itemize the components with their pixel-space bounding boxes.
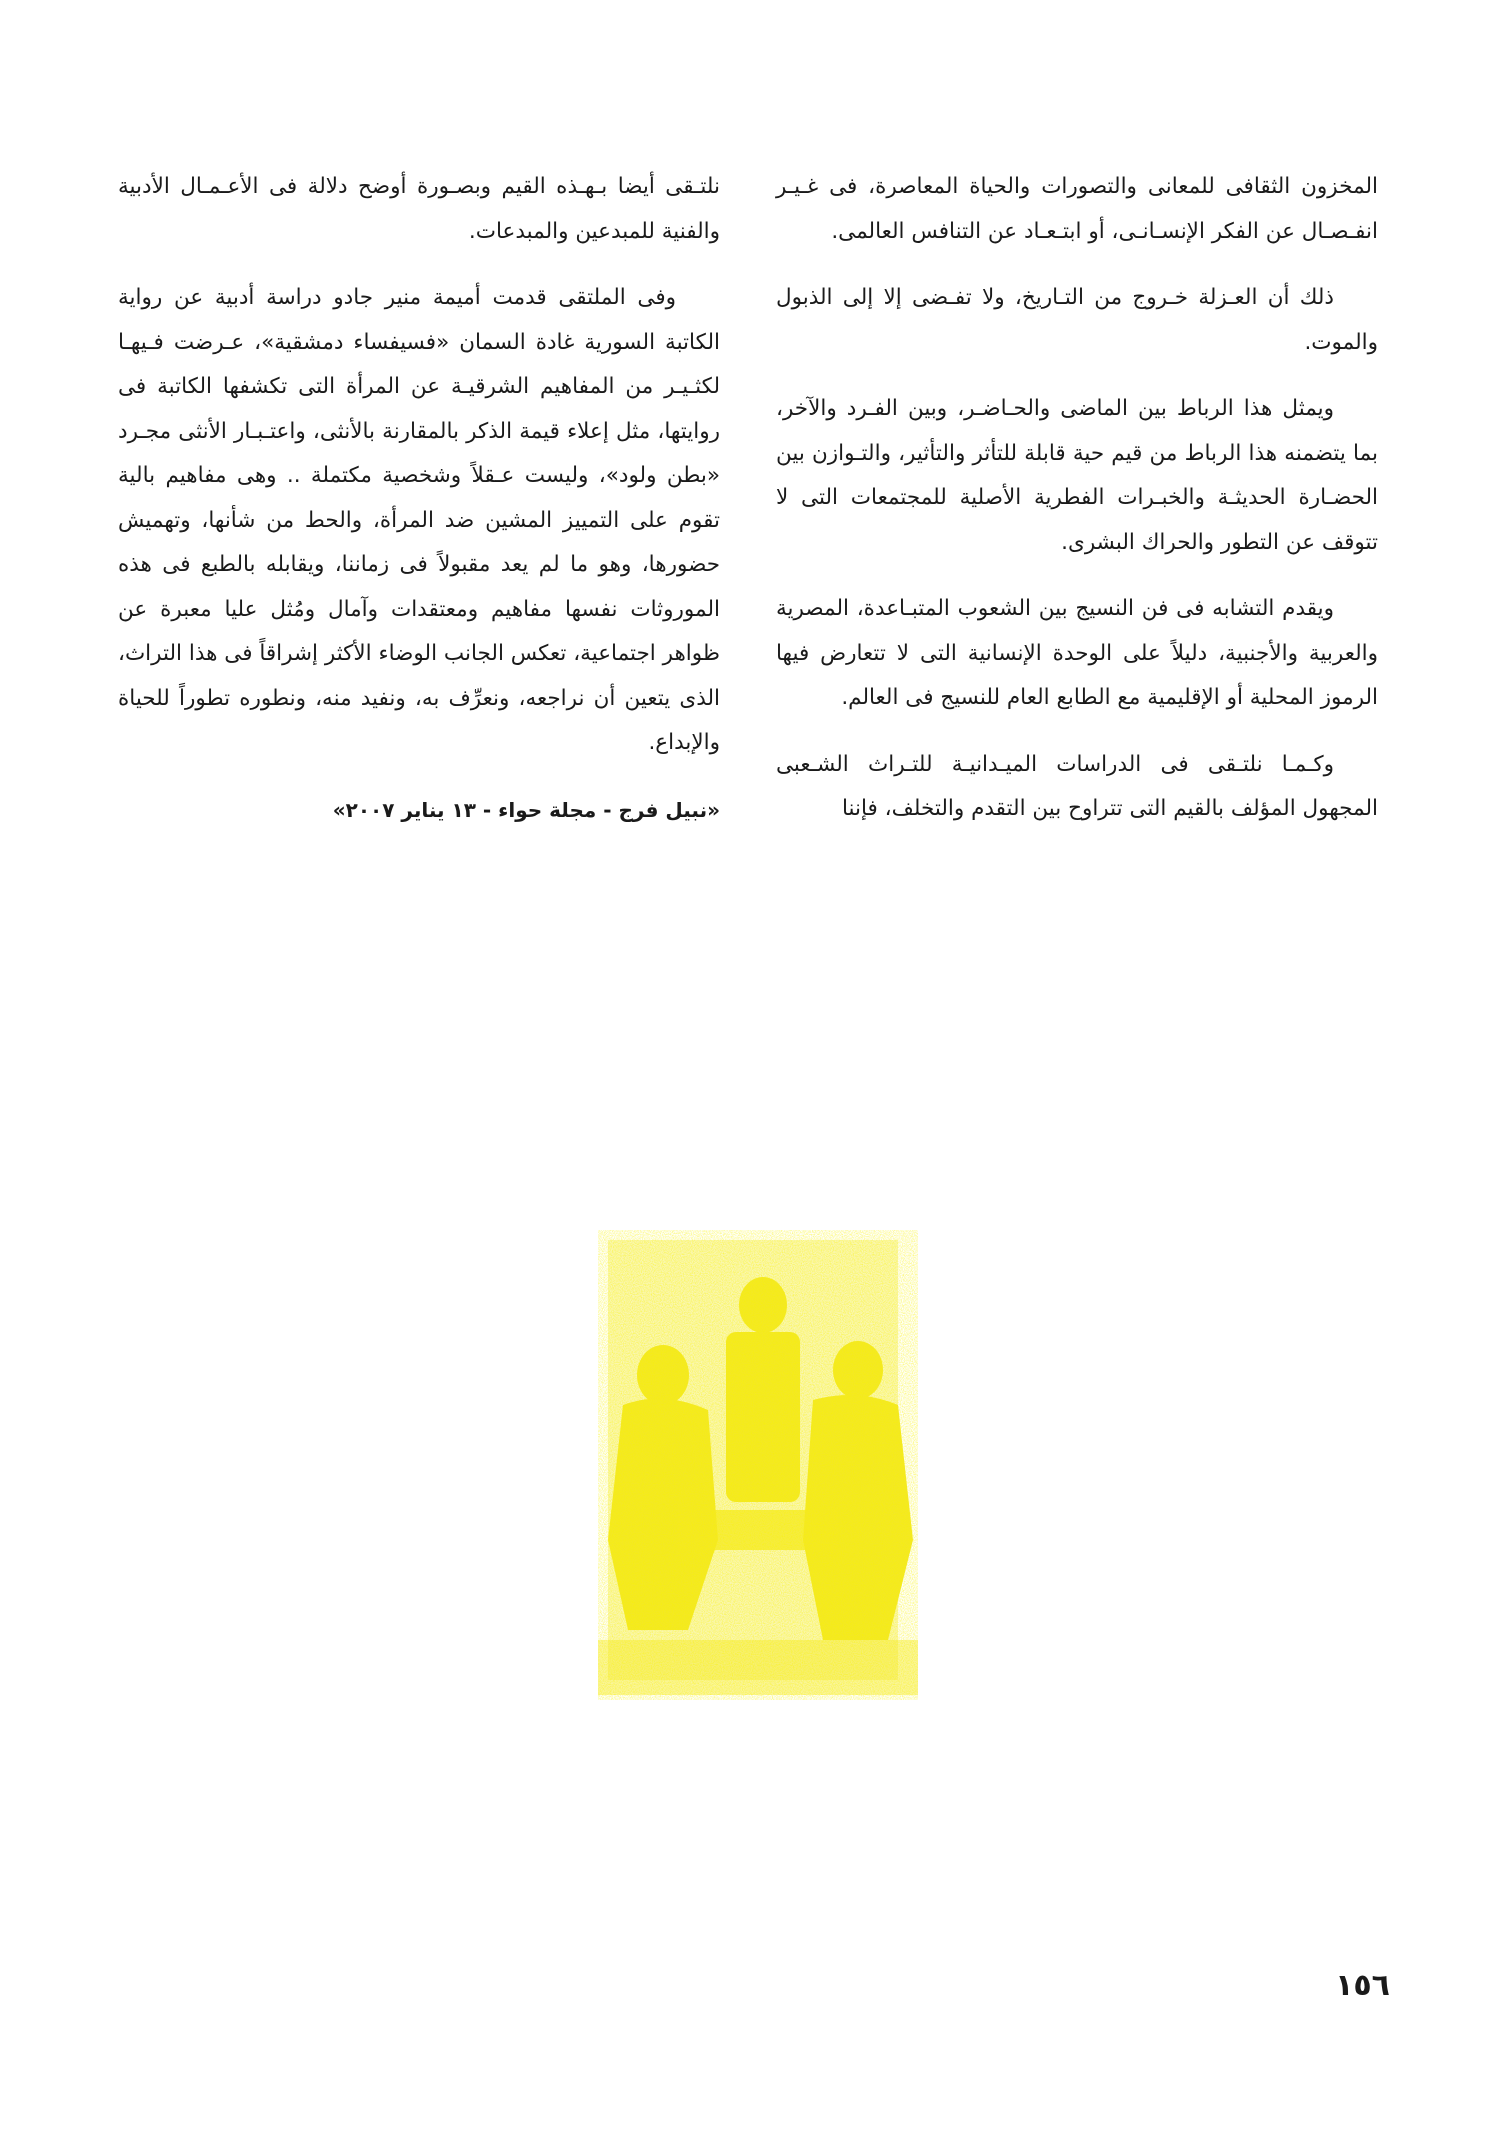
- right-text-column: [776, 165, 1378, 854]
- source-citation: «نبيل فرج - مجلة حواء - ١٣ يناير ٢٠٠٧»: [332, 797, 720, 822]
- paragraph: ويمثل هذا الرباط بين الماضى والحـاضـر، وبين الفـرد والآخر، بما يتضمنه هذا الرباط من قيم حية قابلة للتأثر والتأثير، والتـوازن بين الحضـارة الحديثـة والخبـرات الفطرية الأصلية للمجتمعات التى لا تتوقف عن التطور والحراك البشرى.: [776, 396, 1378, 555]
- paragraph: وكـمـا نلتـقى فى الدراسات الميـدانيـة للتـراث الشـعبى المجهول المؤلف بالقيم التى تتراوح بين التقدم والتخلف، فإننا: [776, 751, 1378, 821]
- paragraph: نلتـقى أيضا بـهـذه القيم وبصـورة أوضح دلالة فى الأعـمـال الأدبية والفنية للمبدعين والمبدعات.: [118, 174, 720, 244]
- page-number: ١٥٦: [1335, 1968, 1390, 2003]
- paragraph: ذلك أن العـزلة خـروج من التـاريخ، ولا تفـضى إلا إلى الذبول والموت.: [776, 285, 1378, 355]
- left-text-column: [118, 165, 720, 832]
- paragraph: وفى الملتقى قدمت أميمة منير جادو دراسة أدبية عن رواية الكاتبة السورية غادة السمان «فسيفساء دمشقية»، عـرضت فـيهـا لكثـيـر من المفاهيم الشرقيـة عن المرأة التى تكشفها الكاتبة فى روايتها، مثل إعلاء قيمة الذكر بالمقارنة بالأنثى، واعتـبـار الأنثى مجـرد «بطن ولود»، وليست عـقلاً وشخصية مكتملة .. وهى مفاهيم بالية تقوم على التمييز المشين ضد المرأة، والحط من شأنها، وتهميش حضورها، وهو ما لم يعد مقبولاً فى زماننا، ويقابله بالطبع فى هذه الموروثات نفسها مفاهيم ومعتقدات وآمال ومُثل عليا معبرة عن ظواهر اجتماعية، تعكس الجانب الوضاء الأكثر إشراقاً فى هذا التراث، الذى يتعين أن نراجعه، ونعرِّف به، ونفيد منه، ونطوره تطوراً للحياة والإبداع.: [118, 285, 720, 755]
- paragraph: المخزون الثقافى للمعانى والتصورات والحياة المعاصرة، فى غـيـر انفـصـال عن الفكر الإنسـانـى، أو ابتـعـاد عن التنافس العالمى.: [776, 174, 1378, 244]
- yellow-photo-illustration: [568, 1210, 948, 1710]
- paragraph: ويقدم التشابه فى فن النسيج بين الشعوب المتبـاعدة، المصرية والعربية والأجنبية، دليلاً على الوحدة الإنسانية التى لا تتعارض فيها الرموز المحلية أو الإقليمية مع الطابع العام للنسيج فى العالم.: [776, 596, 1378, 710]
